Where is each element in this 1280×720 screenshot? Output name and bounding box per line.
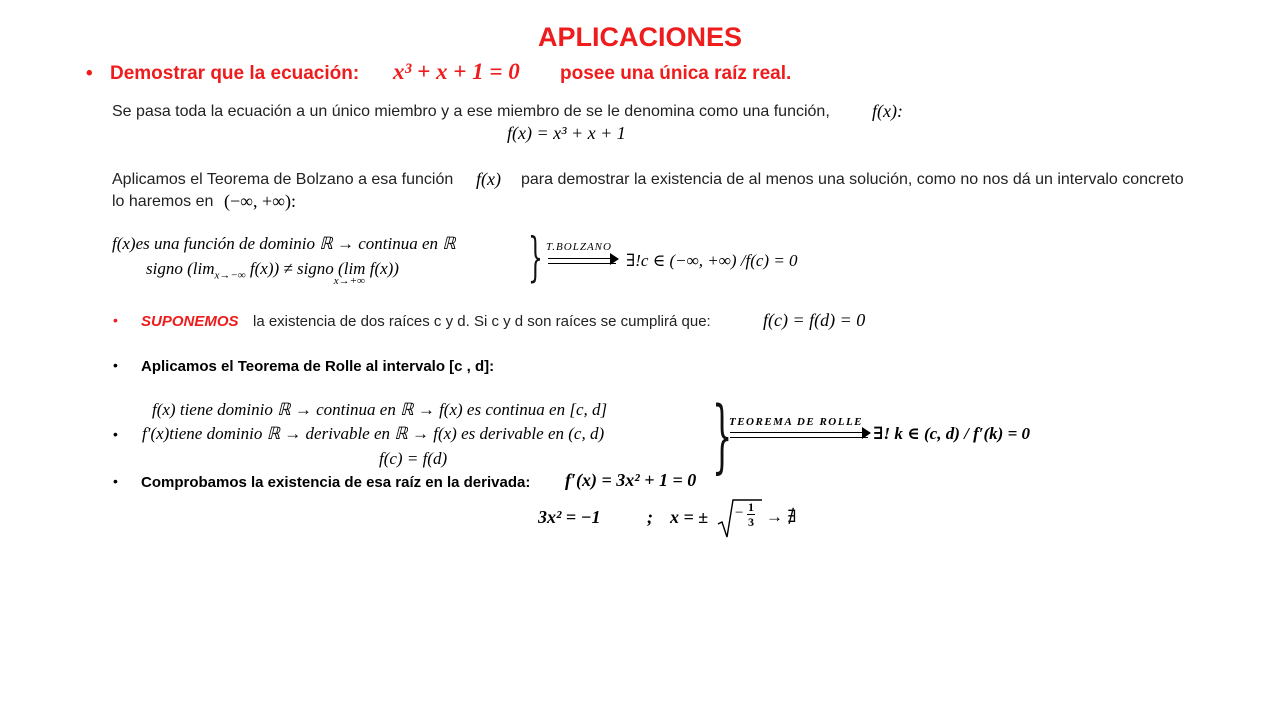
page-title: APLICACIONES	[537, 22, 743, 52]
rolle-intro-bullet: •	[113, 357, 118, 373]
derivada-fraction: 1 3	[748, 500, 754, 529]
statement-suffix: posee una única raíz real.	[560, 63, 792, 84]
statement-prefix: Demostrar que la ecuación:	[110, 63, 360, 84]
derivada-minus: −	[735, 505, 744, 521]
statement-equation: x³ + x + 1 = 0	[393, 59, 520, 84]
suponemos-equation: f(c) = f(d) = 0	[763, 310, 866, 330]
bolzano-arrow-label: T.BOLZANO	[546, 241, 612, 253]
suponemos-bullet: •	[113, 312, 118, 328]
bolzano-condition-1: f(x)es una función de dominio ℝ → continua en ℝ	[112, 234, 456, 253]
intro-text: Se pasa toda la ecuación a un único miembro y a ese miembro de se le denomina como una función,	[112, 103, 830, 120]
rolle-bullet: •	[113, 426, 118, 442]
derivada-result-a: 3x² = −1	[538, 507, 601, 527]
bolzano-brace: }	[528, 228, 543, 288]
statement-bullet: •	[86, 63, 93, 84]
rolle-condition-1: f(x) tiene dominio ℝ → continua en ℝ → f(x) es continua en [c, d]	[152, 400, 608, 419]
suponemos-text: la existencia de dos raíces c y d. Si c y d son raíces se cumplirá que:	[253, 313, 711, 330]
derivada-result-b-suffix: → ∄	[766, 507, 797, 526]
function-definition: f(x) = x³ + x + 1	[507, 123, 626, 143]
rolle-implies-arrow	[730, 432, 868, 438]
bolzano-condition-2: signo ($\lim_{x\to-\infty}$ f(x)) ≠ signo (lim x→+∞ f(x))	[146, 259, 399, 287]
suponemos-keyword: SUPONEMOS	[141, 313, 239, 330]
derivada-result-b-prefix: x = ±	[670, 507, 709, 527]
bolzano-intro-line2: lo haremos en	[112, 193, 214, 210]
rolle-arrow-label: TEOREMA DE ROLLE	[729, 416, 864, 428]
bolzano-implies-arrow	[548, 258, 616, 264]
derivada-separator: ;	[647, 507, 653, 527]
bolzano-intro-fx: f(x)	[476, 169, 501, 189]
bolzano-intro-line1b: para demostrar la existencia de al menos una solución, como no nos dá un intervalo concreto	[521, 171, 1184, 188]
derivada-text: Comprobamos la existencia de esa raíz en la derivada:	[141, 474, 531, 491]
rolle-brace: }	[712, 389, 733, 482]
derivada-equation: f′(x) = 3x² + 1 = 0	[565, 470, 697, 490]
rolle-intro-text: Aplicamos el Teorema de Rolle al intervalo [c , d]:	[141, 358, 495, 375]
bolzano-intro-line1a: Aplicamos el Teorema de Bolzano a esa función	[112, 171, 454, 188]
rolle-conclusion: ∃! k ∈ (c, d) / f′(k) = 0	[873, 424, 1031, 443]
derivada-bullet: •	[113, 473, 118, 489]
bolzano-conclusion: ∃!c ∈ (−∞, +∞) /f(c) = 0	[626, 251, 798, 270]
bolzano-intro-interval: (−∞, +∞):	[224, 191, 296, 211]
rolle-condition-2: f′(x)tiene dominio ℝ → derivable en ℝ → f(x) es derivable en (c, d)	[142, 424, 605, 443]
rolle-condition-3: f(c) = f(d)	[379, 449, 448, 468]
intro-fx: f(x):	[872, 101, 903, 121]
